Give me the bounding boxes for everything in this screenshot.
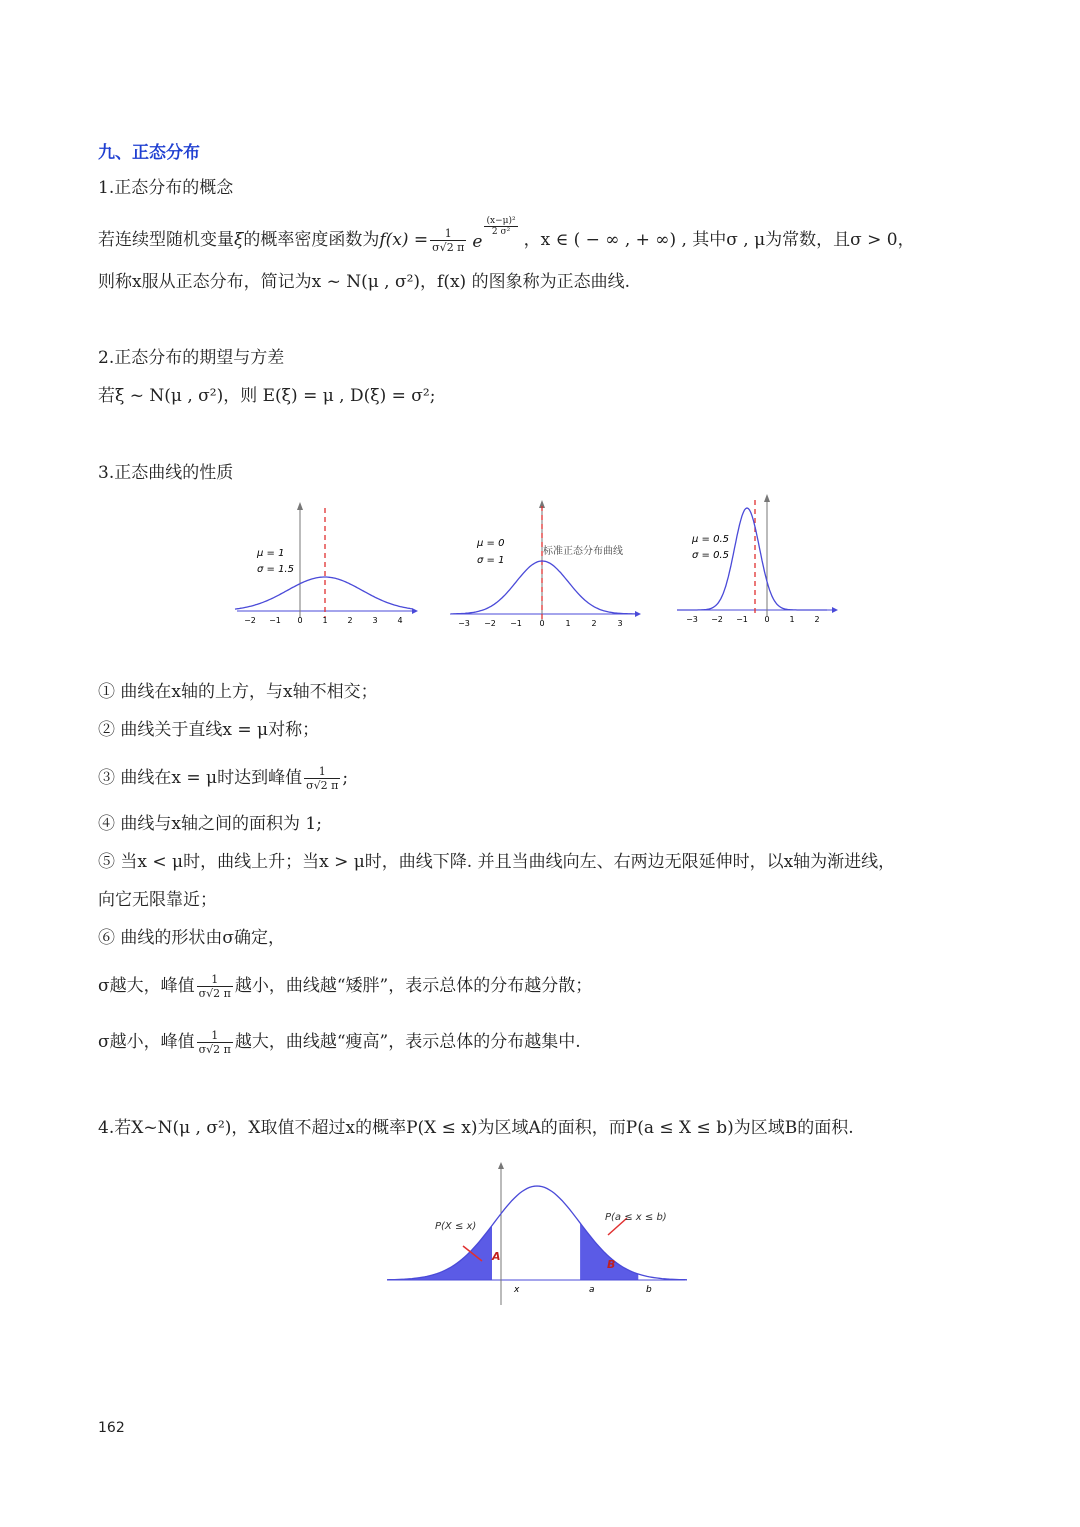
tick-label: 1: [565, 619, 571, 628]
tick-label: 3: [372, 616, 378, 625]
property-6: ⑥ 曲线的形状由σ确定，: [98, 928, 286, 948]
property-5a: ⑤ 当x < μ时，曲线上升；当x > μ时，曲线下降. 并且当曲线向左、右两边无限延伸时，以x轴为渐进线，: [98, 852, 896, 872]
s1-heading: 1.正态分布的概念: [98, 178, 234, 198]
s1-line2: 则称x服从正态分布，简记为x ~ N(μ , σ²)，f(x) 的图象称为正态曲线.: [98, 272, 630, 292]
x-axis-arrow: [412, 608, 418, 614]
tick-label: 4: [397, 616, 403, 625]
sigma-small-a: σ越小，峰值: [98, 1032, 195, 1052]
s2-line: 若ξ ~ N(μ , σ²)，则 E(ξ) = μ , D(ξ) = σ²;: [98, 386, 436, 406]
region-b: [580, 1223, 638, 1280]
s1-line1: [98, 215, 915, 262]
tick-label: −1: [269, 616, 281, 625]
density-frac-den: σ√2 π: [432, 240, 465, 254]
region-a-label: A: [492, 1250, 501, 1263]
property-4: ④ 曲线与x轴之间的面积为 1;: [98, 814, 322, 834]
normal-curve-chart-1: [232, 496, 422, 631]
region-a: [387, 1226, 492, 1281]
sigma-label: σ = 0.5: [692, 550, 729, 561]
tick-label: 0: [764, 615, 770, 624]
peak-frac-num: 1: [197, 1029, 233, 1043]
peak-frac-num: 1: [304, 765, 340, 779]
sigma-large-a: σ越大，峰值: [98, 976, 195, 996]
peak-fraction: [304, 765, 340, 792]
tick-label: 1: [322, 616, 328, 625]
peak-frac-den: σ√2 π: [198, 986, 231, 1000]
normal-curve-chart-2: [445, 496, 645, 631]
mu-label: μ = 0: [477, 538, 505, 549]
density-curve: [451, 561, 636, 614]
page-number: 162: [98, 1420, 125, 1436]
tick-labels: [244, 616, 402, 625]
tick-label: −1: [510, 619, 522, 628]
label-p-x: P(X ≤ x): [435, 1221, 477, 1232]
s4-line: 4.若X~N(μ , σ²)，X取值不超过x的概率P(X ≤ x)为区域A的面积，而P(a ≤ X ≤ b)为区域B的面积.: [98, 1118, 854, 1138]
mu-label: μ = 0.5: [692, 534, 730, 545]
exp-frac-num: (x−μ)²: [486, 215, 516, 226]
tick-label: −3: [458, 619, 470, 628]
property-5b: 向它无限靠近；: [98, 890, 217, 910]
tick-label: −1: [736, 615, 748, 624]
s1-l1-a: 若连续型随机变量: [98, 230, 234, 250]
peak-fraction: [197, 1029, 233, 1056]
section-title: 九、正态分布: [98, 143, 200, 163]
y-axis-arrow: [297, 502, 303, 510]
exponent-fraction: [484, 216, 517, 237]
sigma-label: σ = 1: [477, 555, 505, 566]
density-curve: [387, 1186, 687, 1280]
sigma-large-b: 越小，曲线越“矮胖”，表示总体的分布越分散；: [234, 976, 593, 996]
x-axis-arrow: [832, 607, 838, 613]
y-axis-arrow: [498, 1162, 504, 1169]
sigma-small-b: 越大，曲线越“瘦高”，表示总体的分布越集中.: [234, 1032, 581, 1052]
density-fraction: [430, 227, 466, 254]
y-axis-arrow: [764, 494, 770, 502]
s1-l1-b: 的概率密度函数为: [243, 230, 380, 250]
tick-label: −3: [686, 615, 698, 624]
exp-base: e: [472, 232, 483, 252]
sigma-label: σ = 1.5: [257, 564, 294, 575]
density-frac-num: 1: [430, 227, 466, 241]
area-probability-chart: [385, 1160, 695, 1310]
property-3: [98, 758, 348, 798]
tick-label: −2: [244, 616, 256, 625]
peak-frac-den: σ√2 π: [306, 778, 339, 792]
tick-label: 2: [814, 615, 820, 624]
tick-label: 2: [591, 619, 597, 628]
label-p-ab: P(a ≤ x ≤ b): [605, 1212, 667, 1223]
s2-heading: 2.正态分布的期望与方差: [98, 348, 285, 368]
tick-labels: [458, 619, 622, 628]
mu-label: μ = 1: [257, 548, 285, 559]
s3-heading: 3.正态曲线的性质: [98, 463, 234, 483]
tick-labels: [686, 615, 819, 624]
peak-frac-num: 1: [197, 973, 233, 987]
tick-x: x: [514, 1285, 520, 1295]
region-b-label: B: [607, 1258, 616, 1271]
peak-frac-den: σ√2 π: [198, 1042, 231, 1056]
s1-l1-fx: f(x) =: [379, 230, 429, 250]
tick-label: 1: [789, 615, 795, 624]
density-curve: [235, 577, 412, 609]
property-3-b: ;: [342, 768, 349, 788]
property-3-a: ③ 曲线在x = μ时达到峰值: [98, 768, 303, 788]
tick-b: b: [646, 1285, 652, 1295]
tick-a: a: [589, 1285, 595, 1295]
s1-l1-c: ，x ∈ ( − ∞ , + ∞) , 其中σ , μ为常数，且σ > 0，: [523, 230, 915, 250]
normal-curve-chart-3: [672, 492, 847, 627]
standard-curve-label: 标准正态分布曲线: [543, 546, 623, 557]
tick-label: −2: [711, 615, 723, 624]
tick-label: 0: [297, 616, 303, 625]
property-1: ① 曲线在x轴的上方，与x轴不相交；: [98, 682, 378, 702]
sigma-small-line: [98, 1022, 581, 1062]
s1-l1-xi: ξ: [234, 230, 244, 250]
exp-frac-den: 2 σ²: [491, 226, 511, 237]
tick-label: 2: [347, 616, 353, 625]
peak-fraction: [197, 973, 233, 1000]
tick-label: 0: [539, 619, 545, 628]
sigma-large-line: [98, 966, 592, 1006]
tick-label: −2: [484, 619, 496, 628]
tick-label: 3: [617, 619, 623, 628]
property-2: ② 曲线关于直线x = μ对称；: [98, 720, 320, 740]
